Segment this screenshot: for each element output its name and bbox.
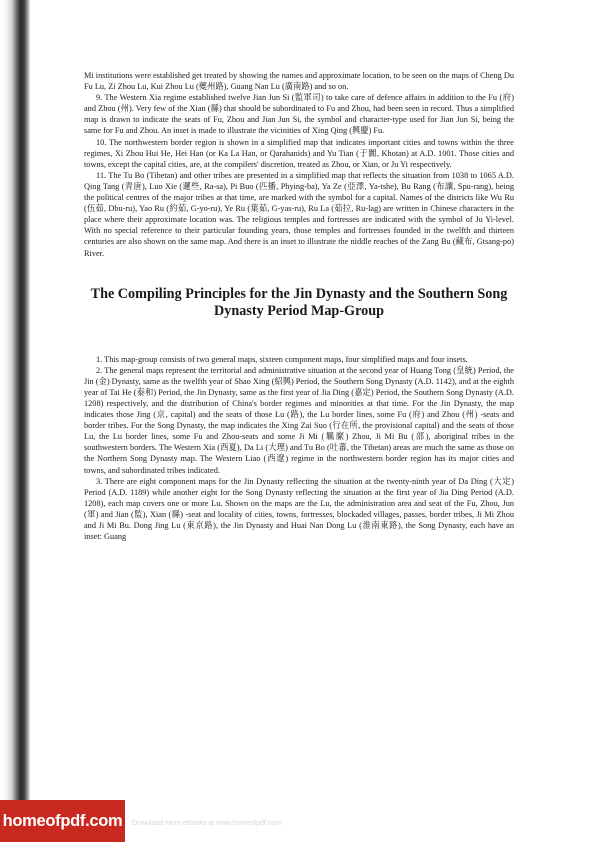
page-body	[84, 70, 514, 542]
paragraph: Mi institutions were established get treated by showing the names and approximate location, to be seen on the maps of Cheng Du Fu Lu, Zi Zhou Lu, Kui Zhou Lu (夔州路), Guang Nan Lu (廣南路) and so on.	[84, 71, 514, 92]
paragraph: 1. This map-group consists of two general maps, sixteen component maps, four simplified maps and four insets.	[96, 354, 468, 364]
paragraph: 9. The Western Xia regime established twelve Jian Jun Si (監軍司) to take care of defence affairs in addition to the Fu (府) and Zhou (州). Very few of the Xian (縣) that should be subordinated to Fu and Zhou, had been seen in record. Thus a simplified map is drawn to indicate the seats of Fu, Zhou and Jian Jun Si, the symbol and character-type used for Jian Jun Si, being the same for Fu and Zhou. An inset is made to illustrate the vicinities of Xing Qing (興慶) Fu.	[84, 93, 514, 136]
site-logo-link[interactable]: homeofpdf.com	[0, 800, 125, 842]
paragraph: 10. The northwestern border region is shown in a simplified map that indicates important cities and towns within the three regimes, Xi Zhou Hui He, Hei Han (or Ka La Han, or Qarahanids) and Yu Tian (于闐, Khotan) at A.D. 1001. Those cities and towns, except the capital cities, are, at the compilers' discretion, treated as Zhou, or Xian, or Ju Yi respectively.	[84, 137, 514, 169]
paragraph: 3. There are eight component maps for the Jin Dynasty reflecting the situation at the twenty-ninth year of Da Ding (大定) Period (A.D. 1189) while another eight for the Song Dynasty reflecting the situation at the first year of Jia Ding Period (A.D. 1208), each map covers one or more Lu. Shown on the maps are the Lu, the administration area and seat of the Fu, Zhou, Jun (軍) and Jian (監), Xian (縣) -seat and locality of cities, towns, fortresses, blockaded villages, passes, border tribes, Ji Mi Zhou and Ji Mi Bu. Dong Jing Lu (東京路), the Jin Dynasty and Huai Nan Dong Lu (淮南東路), the Song Dynasty, each have an inset: Guang	[84, 476, 514, 542]
watermark-text: Download more eBooks at www.homeofpdf.com	[132, 820, 282, 827]
paragraph: 2. The general maps represent the territorial and administrative situation at the second year of Huang Tong (皇統) Period, the Jin (金) Dynasty, same as the twelfth year of Shao Xing (紹興) Period, the Southern Song Dynasty (A.D. 1142), and at the eighth year of Tai He (泰和) Period, the Jin Dynasty, same as the first year of Jia Ding (嘉定) Period, the Southern Song Dynasty (A.D. 1208) respectively, and the distribution of China's border regimes and minorities at that time. For the Jin Dynasty, the map indicates those Jing (京, capital) and the seats of those Lu (路), the Lu border lines, some Fu (府) and Zhou (州) -seats and border tribes. For the Song Dynasty, the map indicates the Xing Zai Suo (行在所, the provisional capital) and the seats of those Lu, the Lu border lines, some Fu and Zhou-seats and some Ji Mi (羈縻) Zhou, Ji Mi Bu (部), aboriginal tribes in the southwestern borders. The Western Xia (西夏), Da Li (大理) and Tu Bo (吐蕃, the Tibetan) areas are much the same as those on the Northern Song Dynasty map. The Western Liao (西遼) regime in the northwestern border region has its major cities and towns, and subordinated tribes indicated.	[84, 365, 514, 475]
book-spine-shadow	[0, 0, 30, 842]
paragraph: 11. The Tu Bo (Tibetan) and other tribes are presented in a simplified map that reflects the situation from 1038 to 1065 A.D. Qing Tang (青唐), Luo Xie (邏些, Ra-sa), Pi Buo (匹播, Phying-ba), Ya Ze (亞澤, Ya-tshe), Bu Rang (布讓, Spu-rang), being the political centres of the major tribes at that time, are marked with the symbol for a capital. Names of the districts like Wu Ru (伍茹, Dbu-ru), Yao Ru (約茹, G-yo-ru), Ye Ru (葉茹, G-yas-ru), Ru La (茹拉, Ru-lag) are written in Chinese characters in the place where their approximate location was. The religious temples and fortresses are indicated with the symbol of Ju Yi-level. With no special reference to their particular founding years, those temples and fortresses founded in the twelfth and thirteen centuries are also shown on the same map. And there is an inset to illustrate the niddle reaches of the Zang Bu (藏布, Gtsang-po) River.	[84, 170, 514, 258]
section-title: The Compiling Principles for the Jin Dynasty and the Southern Song Dynasty Period Map-Group	[90, 285, 508, 319]
